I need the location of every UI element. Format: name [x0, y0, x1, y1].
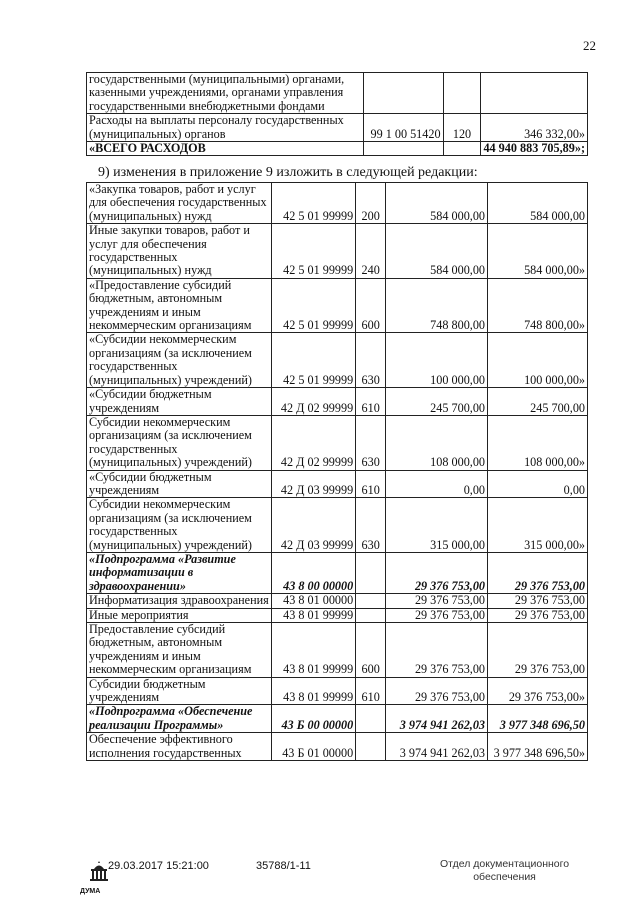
- row-value-2017: 3 974 941 262,03: [386, 705, 488, 733]
- table-row: [87, 470, 588, 498]
- top-table-row: [87, 142, 588, 156]
- row-code: 43 8 01 99999: [272, 608, 356, 622]
- top-table-row: [87, 114, 588, 142]
- row-code: 42 5 01 99999: [272, 278, 356, 333]
- row-value-2018: 29 376 753,00: [488, 594, 588, 608]
- row-name: Субсидии некоммерческим организациям (за исключением государственных (муниципальных) учреждений): [87, 415, 272, 470]
- row-value-2018: 29 376 753,00»: [488, 677, 588, 705]
- table-row: [87, 677, 588, 705]
- row-value-2018: 584 000,00: [488, 183, 588, 224]
- row-kvr: [356, 552, 386, 593]
- row-code: 43 8 01 99999: [272, 623, 356, 678]
- row-value-2017: 29 376 753,00: [386, 677, 488, 705]
- row-kvr: 240: [356, 224, 386, 279]
- row-kvr: 630: [356, 333, 386, 388]
- row-kvr: 600: [356, 623, 386, 678]
- row-code: 42 5 01 99999: [272, 183, 356, 224]
- row-value-2018: 108 000,00»: [488, 415, 588, 470]
- footer-doc-number: 35788/1-11: [256, 860, 311, 872]
- row-value-2018: 3 977 348 696,50»: [488, 733, 588, 761]
- row-code: [363, 73, 443, 114]
- row-value-2017: 748 800,00: [386, 278, 488, 333]
- row-name: «Предоставление субсидий бюджетным, автономным учреждениям и иным некоммерческим организациям: [87, 278, 272, 333]
- row-value-2018: 315 000,00»: [488, 498, 588, 553]
- row-value-2018: 3 977 348 696,50: [488, 705, 588, 733]
- table-row: [87, 594, 588, 608]
- duma-logo-icon: [88, 860, 110, 888]
- table-row: [87, 498, 588, 553]
- row-name: «Субсидии бюджетным учреждениям: [87, 470, 272, 498]
- row-kvr: 600: [356, 278, 386, 333]
- row-kvr: 630: [356, 415, 386, 470]
- logo-caption: ДУМА: [80, 888, 101, 895]
- row-name: «Субсидии бюджетным учреждениям: [87, 388, 272, 416]
- row-value-2017: 584 000,00: [386, 183, 488, 224]
- row-kvr: [356, 594, 386, 608]
- row-value-2017: 584 000,00: [386, 224, 488, 279]
- footer: [0, 858, 640, 898]
- row-name: «Закупка товаров, работ и услуг для обеспечения государственных (муниципальных) нужд: [87, 183, 272, 224]
- row-amount: [481, 73, 588, 114]
- row-code: 42 Д 02 99999: [272, 415, 356, 470]
- table-row: [87, 552, 588, 593]
- table-row: [87, 623, 588, 678]
- row-name: Обеспечение эффективного исполнения государственных: [87, 733, 272, 761]
- row-code: 43 8 00 00000: [272, 552, 356, 593]
- page-number: 22: [583, 38, 596, 53]
- row-code: 43 8 01 00000: [272, 594, 356, 608]
- row-value-2018: 748 800,00»: [488, 278, 588, 333]
- top-table: [86, 72, 588, 156]
- row-name: Субсидии бюджетным учреждениям: [87, 677, 272, 705]
- row-kvr: 630: [356, 498, 386, 553]
- row-name: Субсидии некоммерческим организациям (за исключением государственных (муниципальных) учреждений): [87, 498, 272, 553]
- row-code: 99 1 00 51420: [363, 114, 443, 142]
- table-row: [87, 705, 588, 733]
- row-value-2017: 3 974 941 262,03: [386, 733, 488, 761]
- table-row: [87, 333, 588, 388]
- footer-department-line2: обеспечения: [473, 871, 536, 883]
- row-value-2017: 29 376 753,00: [386, 623, 488, 678]
- row-code: 42 5 01 99999: [272, 224, 356, 279]
- table-row: [87, 733, 588, 761]
- row-code: 42 5 01 99999: [272, 333, 356, 388]
- row-name: Расходы на выплаты персоналу государственных (муниципальных) органов: [87, 114, 364, 142]
- row-code: 42 Д 03 99999: [272, 498, 356, 553]
- table-row: [87, 415, 588, 470]
- table-row: [87, 278, 588, 333]
- row-code: 43 Б 00 00000: [272, 705, 356, 733]
- row-name: Иные мероприятия: [87, 608, 272, 622]
- row-value-2017: 100 000,00: [386, 333, 488, 388]
- footer-timestamp: 29.03.2017 15:21:00: [108, 860, 209, 872]
- intro-text: 9) изменения в приложение 9 изложить в следующей редакции:: [98, 165, 478, 180]
- row-code: 42 Д 03 99999: [272, 470, 356, 498]
- row-kvr: 610: [356, 388, 386, 416]
- table-row: [87, 183, 588, 224]
- row-name: «Подпрограмма «Обеспечение реализации Программы»: [87, 705, 272, 733]
- footer-department-line1: Отдел документационного: [440, 858, 570, 870]
- table-row: [87, 388, 588, 416]
- row-value-2017: 108 000,00: [386, 415, 488, 470]
- main-table: [86, 182, 588, 761]
- row-kvr: [356, 733, 386, 761]
- row-kvr: 610: [356, 677, 386, 705]
- row-value-2017: 245 700,00: [386, 388, 488, 416]
- row-value-2018: 29 376 753,00: [488, 623, 588, 678]
- row-value-2017: 29 376 753,00: [386, 552, 488, 593]
- table-row: [87, 224, 588, 279]
- row-value-2018: 0,00: [488, 470, 588, 498]
- row-value-2018: 29 376 753,00: [488, 608, 588, 622]
- row-name: Информатизация здравоохранения: [87, 594, 272, 608]
- footer-department: [440, 858, 569, 884]
- row-value-2018: 584 000,00»: [488, 224, 588, 279]
- row-name: Предоставление субсидий бюджетным, автономным учреждениям и иным некоммерческим организациям: [87, 623, 272, 678]
- row-kvr: 120: [443, 114, 481, 142]
- row-code: 43 8 01 99999: [272, 677, 356, 705]
- row-value-2017: 0,00: [386, 470, 488, 498]
- row-value-2018: 245 700,00: [488, 388, 588, 416]
- row-value-2018: 29 376 753,00: [488, 552, 588, 593]
- row-value-2017: 29 376 753,00: [386, 594, 488, 608]
- row-name: «Подпрограмма «Развитие информатизации в здравоохранении»: [87, 552, 272, 593]
- row-kvr: [356, 705, 386, 733]
- row-value-2017: 315 000,00: [386, 498, 488, 553]
- row-amount: 346 332,00»: [481, 114, 588, 142]
- row-kvr: [356, 608, 386, 622]
- row-kvr: 200: [356, 183, 386, 224]
- row-code: 42 Д 02 99999: [272, 388, 356, 416]
- row-name: «ВСЕГО РАСХОДОВ: [87, 142, 364, 156]
- row-code: [363, 142, 443, 156]
- row-value-2018: 100 000,00»: [488, 333, 588, 388]
- row-name: государственными (муниципальными) органами, казенными учреждениями, органами управления государственными внебюджетными фондами: [87, 73, 364, 114]
- row-kvr: 610: [356, 470, 386, 498]
- top-table-row: [87, 73, 588, 114]
- row-amount: 44 940 883 705,89»;: [481, 142, 588, 156]
- row-value-2017: 29 376 753,00: [386, 608, 488, 622]
- row-kvr: [443, 142, 481, 156]
- row-name: Иные закупки товаров, работ и услуг для обеспечения государственных (муниципальных) нужд: [87, 224, 272, 279]
- row-kvr: [443, 73, 481, 114]
- table-row: [87, 608, 588, 622]
- row-code: 43 Б 01 00000: [272, 733, 356, 761]
- row-name: «Субсидии некоммерческим организациям (за исключением государственных (муниципальных) учреждений): [87, 333, 272, 388]
